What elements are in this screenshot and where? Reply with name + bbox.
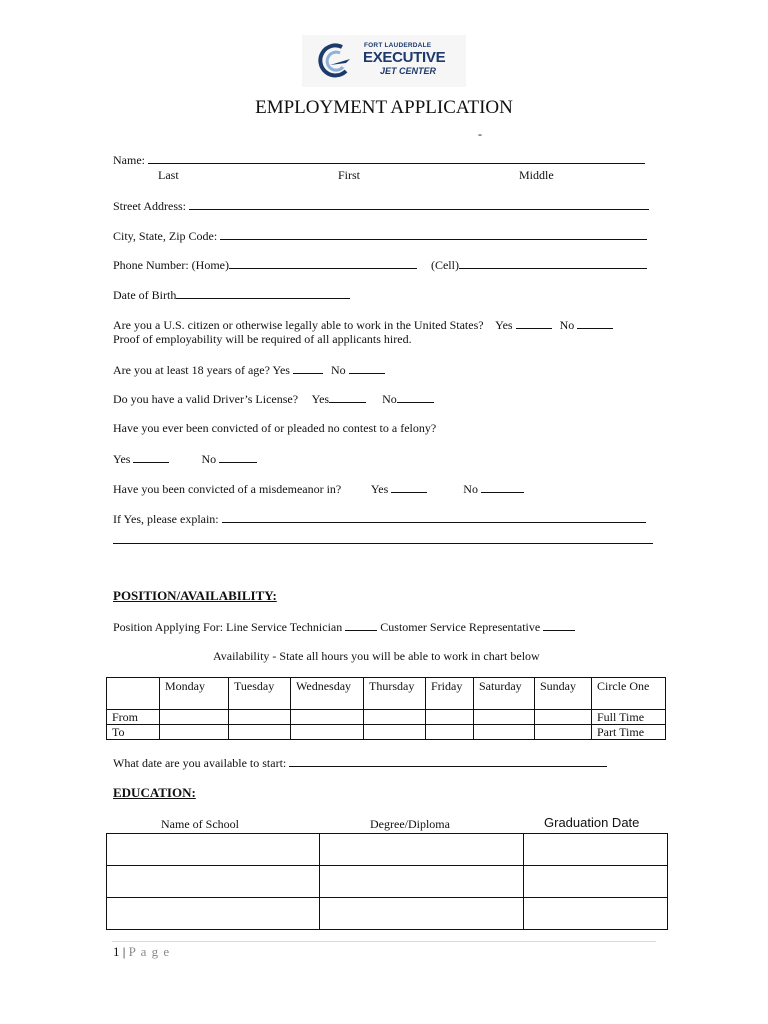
- availability-row-label: To: [107, 725, 160, 740]
- phone-home-field[interactable]: [229, 257, 417, 269]
- availability-header-cell: Monday: [160, 678, 229, 710]
- education-heading: EDUCATION:: [113, 785, 196, 800]
- availability-cell[interactable]: [364, 725, 426, 740]
- phone-cell-label: (Cell): [430, 258, 459, 272]
- citizen-question: Are you a U.S. citizen or otherwise legally able to work in the United States?: [113, 318, 484, 332]
- age-no-label: No: [330, 363, 346, 377]
- availability-table: [106, 677, 666, 740]
- explain-row: [113, 511, 646, 527]
- education-cell[interactable]: [107, 834, 320, 866]
- logo-line-2: EXECUTIVE: [363, 49, 446, 66]
- misdemeanor-yes-field[interactable]: [391, 481, 427, 493]
- availability-header-cell: Thursday: [364, 678, 426, 710]
- page-footer: [113, 944, 170, 960]
- name-middle-caption: Middle: [519, 168, 554, 182]
- company-logo: [302, 35, 466, 87]
- availability-cell[interactable]: [160, 710, 229, 725]
- explain-label: If Yes, please explain:: [113, 512, 219, 526]
- availability-cell[interactable]: [426, 710, 474, 725]
- education-cell[interactable]: [107, 898, 320, 930]
- citizen-note: Proof of employability will be required of all applicants hired.: [113, 332, 412, 346]
- name-first-caption: First: [338, 168, 361, 182]
- position-row: [113, 619, 575, 635]
- license-no-label: No: [382, 392, 397, 406]
- availability-cell[interactable]: [291, 710, 364, 725]
- page-separator: |: [122, 944, 126, 959]
- availability-header-cell: Saturday: [474, 678, 535, 710]
- position-option-customer-service: Customer Service Representative: [380, 620, 541, 634]
- availability-cell[interactable]: [229, 725, 291, 740]
- name-last-caption: Last: [158, 168, 179, 182]
- footer-divider: [112, 941, 656, 942]
- felony-no-field[interactable]: [219, 451, 257, 463]
- felony-no-label: No: [201, 452, 217, 466]
- explain-field[interactable]: [222, 511, 646, 523]
- name-field[interactable]: [148, 152, 645, 164]
- start-label: What date are you available to start:: [113, 756, 287, 770]
- line-service-field[interactable]: [345, 619, 377, 631]
- availability-header-row: [107, 678, 666, 710]
- availability-cell[interactable]: [291, 725, 364, 740]
- logo-line-3: JET CENTER: [380, 66, 437, 76]
- phone-cell-field[interactable]: [459, 257, 647, 269]
- availability-header-cell: Sunday: [535, 678, 592, 710]
- education-row: [107, 898, 668, 930]
- age-no-field[interactable]: [349, 362, 385, 374]
- swirl-logo-icon: [316, 43, 352, 79]
- education-cell[interactable]: [524, 898, 668, 930]
- position-option-line-service: Line Service Technician: [226, 620, 343, 634]
- position-label: Position Applying For:: [113, 620, 224, 634]
- education-row: [107, 866, 668, 898]
- citizen-no-field[interactable]: [577, 317, 613, 329]
- availability-note: Availability - State all hours you will be able to work in chart below: [213, 649, 540, 663]
- page-number: 1: [113, 944, 120, 959]
- education-col-school: Name of School: [161, 817, 239, 831]
- availability-header-cell: Circle One: [592, 678, 666, 710]
- citizen-no-label: No: [559, 318, 575, 332]
- misdemeanor-no-label: No: [463, 482, 478, 496]
- phone-row: [113, 257, 647, 273]
- education-col-degree: Degree/Diploma: [370, 817, 450, 831]
- dob-label: Date of Birth: [113, 288, 177, 302]
- start-row: [113, 755, 607, 771]
- explain-field-line-2[interactable]: [113, 543, 653, 544]
- license-row: [113, 391, 434, 407]
- street-field[interactable]: [189, 198, 649, 210]
- name-row: [113, 152, 645, 168]
- availability-cell[interactable]: [535, 710, 592, 725]
- availability-header-cell: Friday: [426, 678, 474, 710]
- dob-field[interactable]: [176, 287, 350, 299]
- page-word: P a g e: [128, 944, 171, 959]
- availability-cell[interactable]: [364, 710, 426, 725]
- street-label: Street Address:: [113, 199, 186, 213]
- availability-cell[interactable]: [229, 710, 291, 725]
- education-cell[interactable]: [320, 866, 524, 898]
- misdemeanor-yes-label: Yes: [370, 482, 389, 496]
- dob-row: [113, 287, 350, 303]
- education-cell[interactable]: [524, 834, 668, 866]
- page-title: EMPLOYMENT APPLICATION: [255, 97, 513, 118]
- availability-cell[interactable]: [426, 725, 474, 740]
- stray-dash: -: [478, 127, 482, 141]
- education-cell[interactable]: [107, 866, 320, 898]
- availability-row-to: [107, 725, 666, 740]
- availability-circle-option[interactable]: Part Time: [592, 725, 666, 740]
- availability-cell[interactable]: [535, 725, 592, 740]
- education-table: [106, 833, 668, 930]
- education-cell[interactable]: [320, 898, 524, 930]
- age-row: [113, 362, 385, 378]
- education-cell[interactable]: [524, 866, 668, 898]
- citizen-row: [113, 317, 613, 333]
- felony-question: Have you ever been convicted of or pleaded no contest to a felony?: [113, 421, 437, 435]
- license-no-field[interactable]: [397, 391, 434, 403]
- felony-yes-field[interactable]: [133, 451, 169, 463]
- citizen-yes-field[interactable]: [516, 317, 552, 329]
- availability-header-cell: Wednesday: [291, 678, 364, 710]
- education-col-graduation: Graduation Date: [544, 815, 640, 830]
- position-heading: POSITION/AVAILABILITY:: [113, 588, 277, 603]
- age-yes-label: Yes: [272, 363, 290, 377]
- name-label: Name:: [113, 153, 145, 167]
- street-row: [113, 198, 649, 214]
- availability-header-cell: [107, 678, 160, 710]
- availability-cell[interactable]: [474, 710, 535, 725]
- logo-line-1: FORT LAUDERDALE: [364, 42, 432, 49]
- city-label: City, State, Zip Code:: [113, 229, 218, 243]
- availability-row-from: [107, 710, 666, 725]
- availability-row-label: From: [107, 710, 160, 725]
- availability-header-cell: Tuesday: [229, 678, 291, 710]
- license-question: Do you have a valid Driver’s License?: [113, 392, 299, 406]
- citizen-yes-label: Yes: [495, 318, 513, 332]
- availability-circle-option[interactable]: Full Time: [592, 710, 666, 725]
- license-yes-field[interactable]: [329, 391, 366, 403]
- misdemeanor-no-field[interactable]: [481, 481, 524, 493]
- felony-answer-row: [113, 451, 257, 467]
- age-question: Are you at least 18 years of age?: [113, 363, 270, 377]
- felony-yes-label: Yes: [113, 452, 131, 466]
- age-yes-field[interactable]: [293, 362, 323, 374]
- phone-home-label: Phone Number: (Home): [113, 258, 229, 272]
- license-yes-label: Yes: [311, 392, 330, 406]
- city-field[interactable]: [220, 228, 647, 240]
- availability-cell[interactable]: [474, 725, 535, 740]
- education-cell[interactable]: [320, 834, 524, 866]
- misdemeanor-row: [113, 481, 524, 497]
- city-row: [113, 228, 647, 244]
- availability-cell[interactable]: [160, 725, 229, 740]
- start-date-field[interactable]: [289, 755, 607, 767]
- education-row: [107, 834, 668, 866]
- misdemeanor-question: Have you been convicted of a misdemeanor in?: [113, 482, 342, 496]
- customer-service-field[interactable]: [543, 619, 575, 631]
